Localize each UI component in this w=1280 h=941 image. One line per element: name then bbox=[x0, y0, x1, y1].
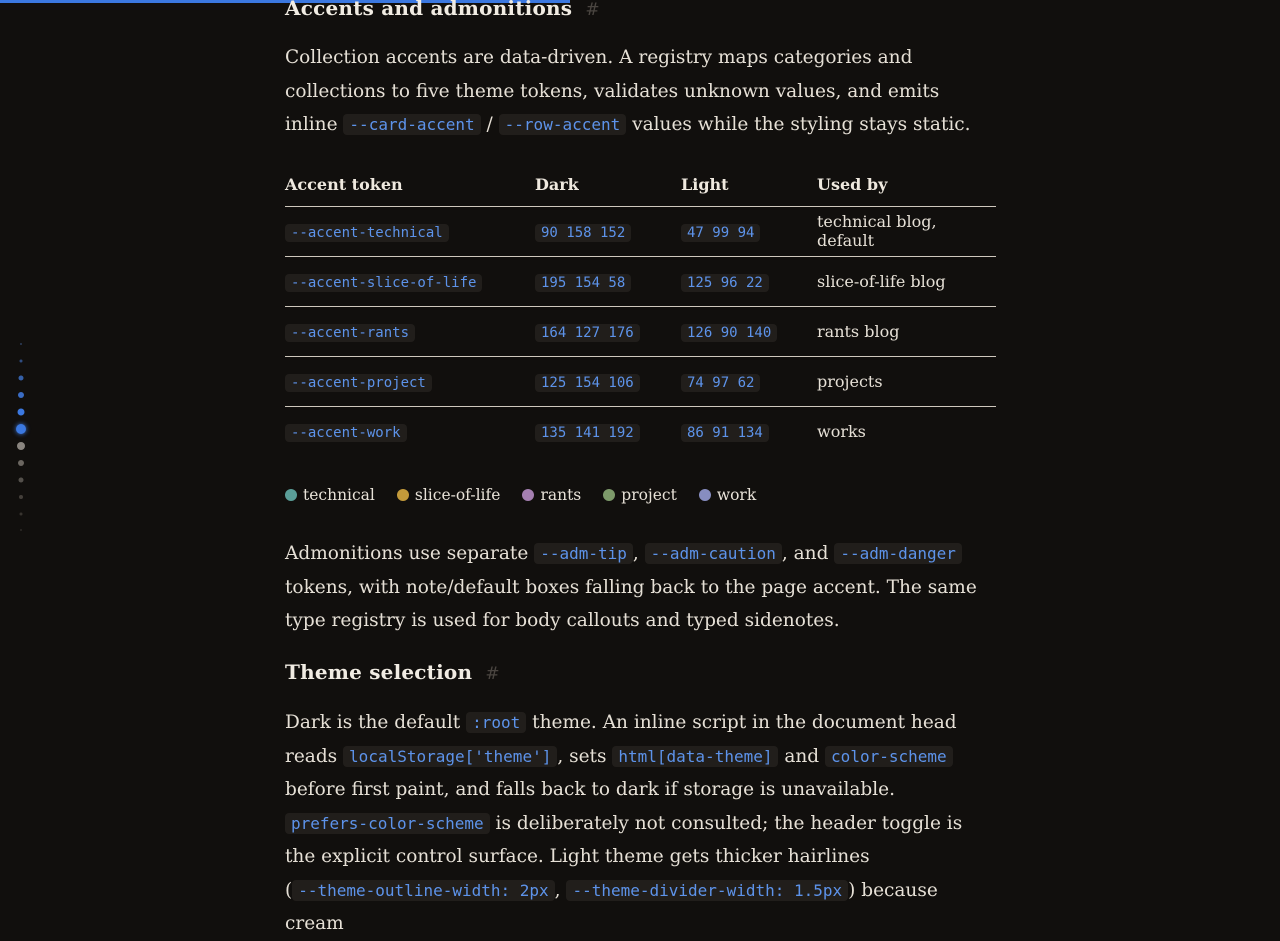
used-by-cell: technical blog, default bbox=[817, 206, 996, 256]
text-run: , sets bbox=[557, 745, 613, 767]
used-by-cell: works bbox=[817, 421, 866, 441]
legend-label: work bbox=[716, 486, 757, 504]
legend-swatch bbox=[603, 489, 615, 501]
light-value-cell: 126 90 140 bbox=[681, 324, 777, 342]
inline-code: color-scheme bbox=[825, 746, 953, 767]
legend-item bbox=[397, 486, 501, 504]
rail-dot[interactable] bbox=[18, 460, 24, 466]
rail-dot-active[interactable] bbox=[16, 424, 26, 434]
text-run: , bbox=[632, 543, 645, 564]
rail-dot[interactable] bbox=[19, 376, 24, 381]
inline-code: --adm-danger bbox=[834, 543, 962, 564]
accent-token-table bbox=[285, 163, 996, 456]
legend-swatch bbox=[699, 489, 711, 501]
text-run: values while the styling stays static. bbox=[626, 114, 971, 135]
dark-value-cell: 125 154 106 bbox=[535, 374, 640, 392]
inline-code: --theme-divider-width: 1.5px bbox=[566, 880, 848, 901]
used-by-cell: projects bbox=[817, 356, 996, 406]
text-run: Collection accents are data-driven. A registry maps categories and collections to five theme tokens, validates unknown values, and emits inline bbox=[285, 47, 940, 135]
table-row bbox=[285, 206, 996, 256]
text-run: Admonitions use separate bbox=[285, 543, 535, 564]
text-run: ) because cream bbox=[285, 879, 938, 934]
rail-dot[interactable] bbox=[17, 442, 25, 450]
token-cell: --accent-technical bbox=[285, 224, 449, 242]
legend-item bbox=[603, 486, 677, 504]
paragraph-admonitions bbox=[285, 537, 997, 638]
column-header: Dark bbox=[535, 163, 681, 206]
dark-value-cell: 90 158 152 bbox=[535, 224, 631, 242]
column-header: Accent token bbox=[285, 163, 535, 206]
inline-code: --theme-outline-width: 2px bbox=[292, 880, 554, 901]
dark-value-cell: 164 127 176 bbox=[535, 324, 640, 342]
text-run: / bbox=[480, 114, 499, 135]
heading-anchor-link[interactable]: # bbox=[585, 0, 600, 20]
section-heading-text: Theme selection bbox=[285, 660, 473, 684]
column-header: Light bbox=[681, 163, 817, 206]
legend-label: project bbox=[621, 486, 677, 504]
text-run: before first paint, and falls back to dark if storage is unavailable. bbox=[285, 779, 896, 800]
light-value-cell: 47 99 94 bbox=[681, 224, 760, 242]
legend-swatch bbox=[285, 489, 297, 501]
section-heading-accents bbox=[285, 0, 600, 20]
table-row bbox=[285, 306, 996, 356]
used-by-cell: rants blog bbox=[817, 306, 996, 356]
rail-dot[interactable] bbox=[18, 409, 25, 416]
accent-legend bbox=[285, 486, 756, 504]
table-row bbox=[285, 406, 996, 456]
rail-dot[interactable] bbox=[20, 529, 22, 531]
rail-dot[interactable] bbox=[20, 360, 23, 363]
rail-dot[interactable] bbox=[19, 478, 24, 483]
dark-value-cell: 135 141 192 bbox=[535, 424, 640, 442]
legend-label: technical bbox=[303, 486, 375, 504]
section-heading-theme bbox=[285, 660, 500, 684]
light-value-cell: 86 91 134 bbox=[681, 424, 769, 442]
token-cell: --accent-slice-of-life bbox=[285, 274, 482, 292]
legend-item bbox=[285, 486, 375, 504]
dark-value-cell: 195 154 58 bbox=[535, 274, 631, 292]
inline-code: html[data-theme] bbox=[612, 746, 778, 767]
text-run: , and bbox=[781, 543, 835, 564]
paragraph-accents-intro bbox=[285, 41, 997, 142]
section-heading-text: Accents and admonitions bbox=[285, 0, 573, 20]
table-header-row bbox=[285, 163, 996, 206]
column-header: Used by bbox=[817, 163, 996, 206]
token-cell: --accent-project bbox=[285, 374, 432, 392]
inline-code: --card-accent bbox=[343, 114, 480, 135]
used-by-cell: slice-of-life blog bbox=[817, 256, 996, 306]
legend-label: slice-of-life bbox=[414, 486, 501, 504]
legend-swatch bbox=[397, 489, 409, 501]
text-run: , bbox=[554, 879, 567, 901]
legend-swatch bbox=[522, 489, 534, 501]
inline-code: localStorage['theme'] bbox=[343, 746, 557, 767]
text-run: and bbox=[778, 745, 826, 767]
inline-code: --adm-tip bbox=[534, 543, 633, 564]
light-value-cell: 125 96 22 bbox=[681, 274, 769, 292]
paragraph-theme-selection bbox=[285, 706, 997, 941]
token-cell: --accent-work bbox=[285, 424, 407, 442]
legend-item bbox=[699, 486, 756, 504]
text-run: tokens, with note/default boxes falling back to the page accent. The same type registry is used for body callouts and typed sidenotes. bbox=[285, 576, 977, 631]
text-run: theme. An inline script in the document head reads bbox=[285, 712, 957, 767]
rail-dot[interactable] bbox=[19, 495, 23, 499]
rail-dot[interactable] bbox=[20, 343, 22, 345]
light-value-cell: 74 97 62 bbox=[681, 374, 760, 392]
token-cell: --accent-rants bbox=[285, 324, 415, 342]
inline-code: prefers-color-scheme bbox=[285, 813, 490, 834]
inline-code: --adm-caution bbox=[645, 543, 782, 564]
table-row bbox=[285, 356, 996, 406]
table-row bbox=[285, 256, 996, 306]
text-run: is deliberately not consulted; the header toggle is the explicit control surface. Light theme gets thicker hairlines ( bbox=[285, 812, 963, 901]
inline-code: :root bbox=[466, 712, 526, 733]
legend-label: rants bbox=[540, 486, 582, 504]
legend-item bbox=[522, 486, 581, 504]
inline-code: --row-accent bbox=[499, 114, 627, 135]
rail-dot[interactable] bbox=[18, 392, 24, 398]
rail-dot[interactable] bbox=[20, 513, 23, 516]
text-run: Dark is the default bbox=[285, 712, 467, 733]
heading-anchor-link[interactable]: # bbox=[485, 664, 500, 684]
